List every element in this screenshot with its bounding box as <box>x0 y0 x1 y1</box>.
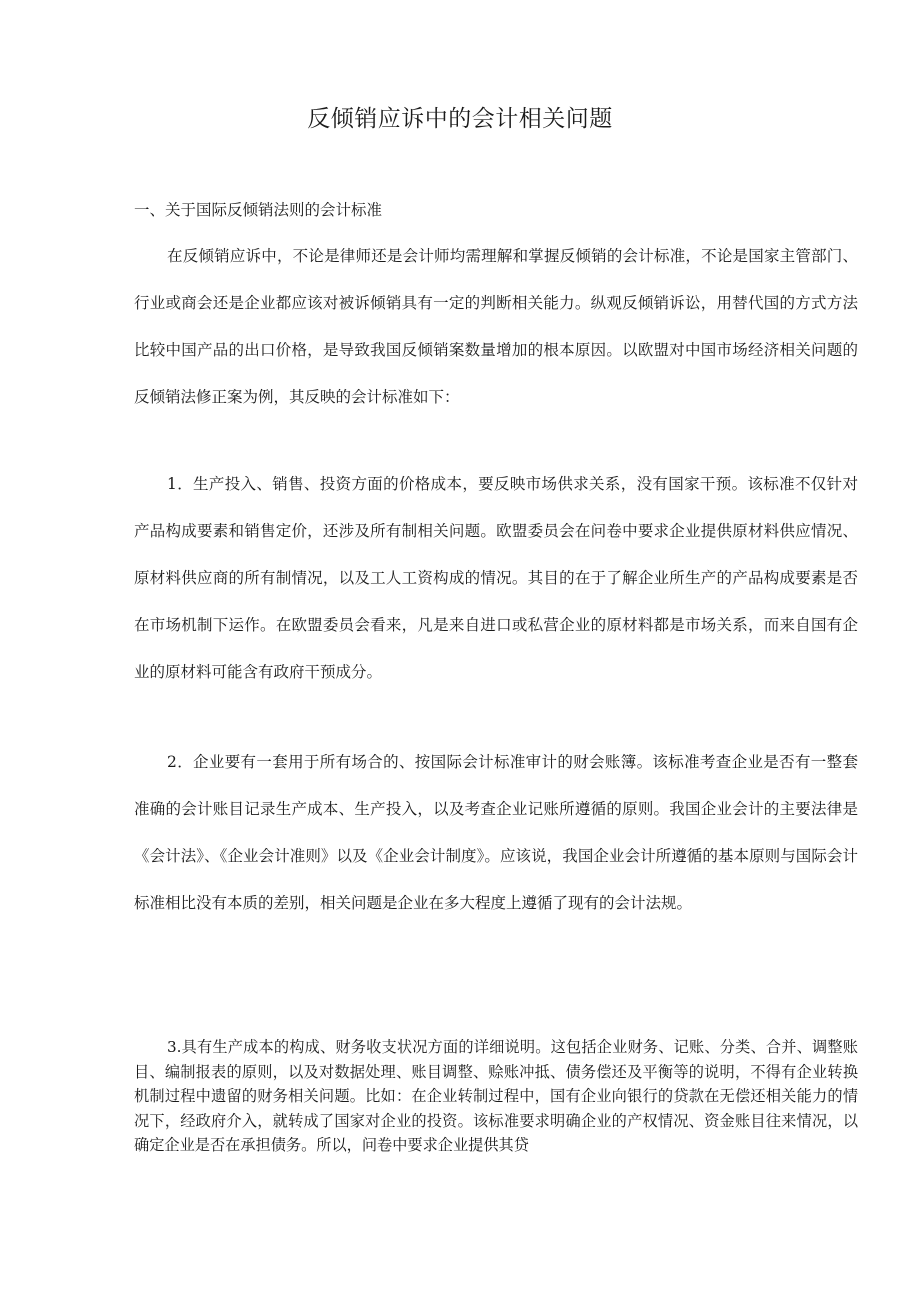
document-title: 反倾销应诉中的会计相关问题 <box>307 106 613 132</box>
intro-paragraph: 在反倾销应诉中，不论是律师还是会计师均需理解和掌握反倾销的会计标准，不论是国家主管部门、行业或商会还是企业都应该对被诉倾销具有一定的判断相关能力。纵观反倾销诉讼，用替代国的方式方法比较中国产品的出口价格，是导致我国反倾销案数量增加的根本原因。以欧盟对中国市场经济相关问题的反倾销法修正案为例，其反映的会计标准如下： <box>134 247 858 406</box>
item-3-paragraph: 3.具有生产成本的构成、财务收支状况方面的详细说明。这包括企业财务、记账、分类、合并、调整账目、编制报表的原则，以及对数据处理、账目调整、赊账冲抵、债务偿还及平衡等的说明，不得有企业转换机制过程中遗留的财务相关问题。比如：在企业转制过程中，国有企业向银行的贷款在无偿还相关能力的情况下，经政府介入，就转成了国家对企业的投资。该标准要求明确企业的产权情况、资金账目往来情况，以确定企业是否在承担债务。所以，问卷中要求企业提供其贷 <box>134 1038 858 1154</box>
section-heading: 一、关于国际反倾销法则的会计标准 <box>134 201 383 219</box>
item-2-paragraph: 2．企业要有一套用于所有场合的、按国际会计标准审计的财会账簿。该标准考查企业是否有一整套准确的会计账目记录生产成本、生产投入，以及考查企业记账所遵循的原则。我国企业会计的主要法律是《会计法》、《企业会计准则》以及《企业会计制度》。应该说，我国企业会计所遵循的基本原则与国际会计标准相比没有本质的差别，相关问题是企业在多大程度上遵循了现有的会计法规。 <box>134 753 858 912</box>
item-1-paragraph: 1．生产投入、销售、投资方面的价格成本，要反映市场供求关系，没有国家干预。该标准不仅针对产品构成要素和销售定价，还涉及所有制相关问题。欧盟委员会在问卷中要求企业提供原材料供应情况、原材料供应商的所有制情况，以及工人工资构成的情况。其目的在于了解企业所生产的产品构成要素是否在市场机制下运作。在欧盟委员会看来，凡是来自进口或私营企业的原材料都是市场关系，而来自国有企业的原材料可能含有政府干预成分。 <box>134 475 858 681</box>
